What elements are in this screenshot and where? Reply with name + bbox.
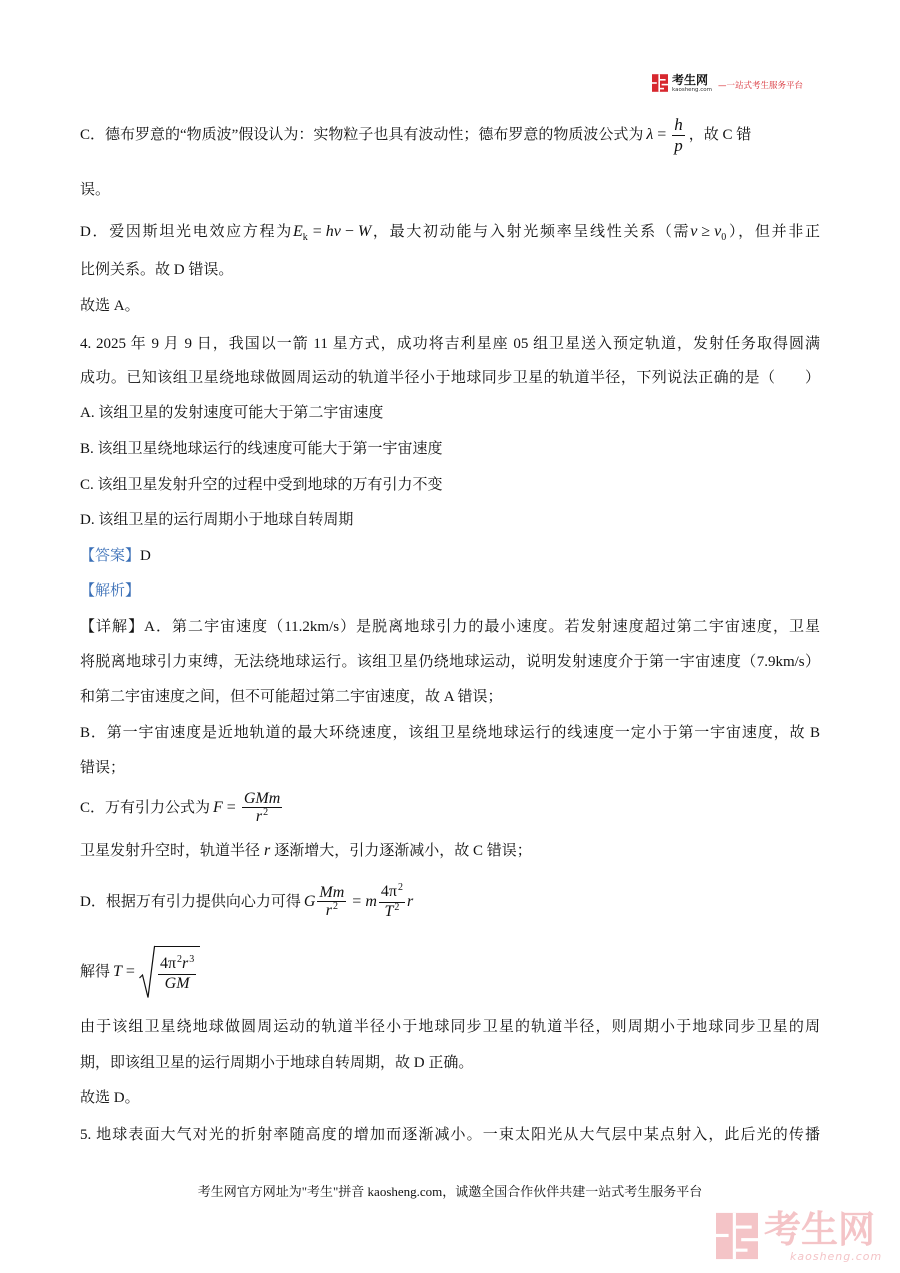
detail-d-line-2: 期，即该组卫星的运行周期小于地球自转周期，故 D 正确。 [80,1055,474,1071]
detail-a-line-1: 【详解】A．第二宇宙速度（11.2km/s）是脱离地球引力的最小速度。若发射速度超过第二宇宙速度，卫星 [80,619,820,635]
lambda-symbol: λ [646,126,654,143]
fraction-numerator: Mm [319,883,345,901]
answer-label: 【答案】 [80,548,141,564]
q4-answer-line [80,545,820,567]
fraction-numerator: h [674,114,683,134]
q4-stem-line-2-text: 成功。已知该组卫星绕地球做圆周运动的轨道半径小于地球同步卫星的轨道半径，下列说法正确的是 [80,370,760,386]
work-function-symbol: W [357,223,372,240]
equals-sign: = [125,963,135,980]
detail-a-line-3: 和第二宇宙速度之间，但不可能超过第二宇宙速度，故 A 错误； [80,689,503,705]
q3-option-d-after-text: ），但并非正 [727,224,820,240]
exponent: 2 [263,806,269,818]
kinetic-energy-symbol: E [292,223,303,240]
q3-option-c-line [80,113,751,157]
radius-symbol: r [406,893,414,910]
fraction-denominator [379,903,405,922]
exponent: 2 [394,901,400,913]
equals-sign: = [312,223,322,240]
q3-option-c-verdict: ，故 C 错 [688,127,752,143]
force-symbol: F [213,799,223,816]
detail-d-line-1: 由于该组卫星绕地球做圆周运动的轨道半径小于地球同步卫星的轨道半径，则周期小于地球同步卫星的周 [80,1019,820,1035]
square-root [139,945,200,999]
detail-d-solve-line [80,944,202,1000]
watermark-text: 考生网 [764,1208,875,1251]
detail-d-formula-line [80,881,415,923]
fraction-numerator: GMm [243,789,281,807]
q4-conclusion: 故选 D。 [80,1090,140,1106]
radius-symbol: r [255,807,263,825]
fraction-mm-over-r-squared [317,884,346,921]
equals-sign: = [352,893,362,910]
q3-option-d-middle-text: ，最大初动能与入射光频率呈线性关系（需 [371,224,691,240]
fraction-4pi2r3-over-gm [158,955,196,992]
q3-option-c-text: C．德布罗意的“物质波”假设认为：实物粒子也具有波动性；德布罗意的物质波公式为 [80,127,644,143]
fraction-denominator: GM [164,974,190,992]
radical-sign-icon [139,945,155,999]
minus-sign: − [344,223,354,240]
radius-symbol: r [182,954,189,972]
watermark [716,1208,886,1266]
q5-stem-line-1: 5. 地球表面大气对光的折射率随高度的增加而逐渐减小。一束太阳光从大气层中某点射入，此后光的传播 [80,1127,820,1143]
period-symbol: T [384,902,394,920]
q4-option-d: D. 该组卫星的运行周期小于地球自转周期 [80,512,354,528]
fraction-gmm-over-r-squared [242,790,282,827]
fraction-denominator [242,808,282,827]
threshold-frequency-subscript: 0 [721,232,727,243]
answer-value: D [140,548,151,564]
radius-variable: r [264,842,271,859]
equals-sign: = [657,126,667,143]
centripetal-force-equation [304,883,413,922]
detail-c-formula-line [80,788,286,828]
equals-sign: = [226,799,236,816]
detail-d-solve-lead: 解得 [80,964,111,980]
fraction-denominator [317,902,346,921]
q4-option-c: C. 该组卫星发射升空的过程中受到地球的万有引力不变 [80,477,443,493]
kinetic-energy-subscript: k [302,232,308,243]
fraction-denominator: p [674,135,683,155]
exponent: 2 [397,881,403,893]
photon-energy-term: hν [325,223,341,240]
header-logo [652,73,817,95]
q4-option-b: B. 该组卫星绕地球运行的线速度可能大于第一宇宙速度 [80,441,443,457]
detail-c-lead: C．万有引力公式为 [80,800,211,816]
detail-b-line-1: B．第一宇宙速度是近地轨道的最大环绕速度，该组卫星绕地球运行的线速度一定小于第一宇宙速度，故 B [80,725,820,741]
four-pi: 4π [380,882,397,900]
logo-text: 考生网 [672,73,709,87]
gravitational-constant-symbol: G [303,893,316,910]
detail-d-lead: D．根据万有引力提供向心力可得 [80,894,301,910]
fraction-4pi-squared-over-t-squared [379,883,405,922]
detail-a-line-2: 将脱离地球引力束缚，无法绕地球运行。该组卫星仍绕地球运动，说明发射速度介于第一宇宙速度（7.9km/s） [80,654,820,670]
exponent: 2 [177,953,183,965]
q4-stem-line-1: 4. 2025 年 9 月 9 日，我国以一箭 11 星方式，成功将吉利星座 05 组卫星送入预定轨道，发射任务取得圆满 [80,336,820,352]
radicand [155,946,200,999]
mass-symbol: m [365,893,377,910]
greater-equal-sign: ≥ [701,223,711,240]
q3-conclusion: 故选 A。 [80,298,140,314]
detail-c-explanation-after: 逐渐增大，引力逐渐减小，故 C 错误； [274,843,532,859]
q4-option-a: A. 该组卫星的发射速度可能大于第二宇宙速度 [80,405,384,421]
radius-symbol: r [325,901,332,919]
q3-option-d-continuation: 比例关系。故 D 错误。 [80,262,234,278]
gravitation-formula [213,790,284,827]
watermark-domain: kaosheng.com [790,1250,883,1263]
q3-option-d-text: D．爱因斯坦光电效应方程为 [80,224,293,240]
frequency-symbol: ν [690,223,698,240]
period-symbol: T [113,963,122,980]
fraction-numerator [158,955,196,975]
fraction-h-over-p [672,115,685,156]
logo-domain: kaosheng.com [672,87,713,93]
answer-blank: （ ） [759,370,820,386]
detail-b-line-2: 错误； [80,760,126,776]
fraction-numerator [379,883,405,903]
exponent: 2 [332,900,338,912]
detail-c-explanation-before: 卫星发射升空时，轨道半径 [80,843,261,859]
analysis-label: 【解析】 [80,583,141,599]
q3-option-d-line [80,221,820,243]
q4-stem-line-2 [80,367,820,389]
exponent: 3 [189,953,195,965]
four-pi: 4π [159,954,177,972]
kaosheng-logo-icon [652,74,668,92]
de-broglie-formula [646,115,686,156]
kaosheng-watermark-icon [716,1212,758,1260]
detail-c-explanation [80,840,820,862]
period-formula [113,945,200,999]
threshold-frequency-symbol: ν [714,223,722,240]
page-footer: 考生网官方网址为"考生"拼音 kaosheng.com，诚邀全国合作伙伴共建一站式考生服务平台 [197,1184,703,1199]
q3-option-c-continuation: 误。 [80,182,111,198]
logo-slogan: —一站式考生服务平台 [718,81,804,91]
